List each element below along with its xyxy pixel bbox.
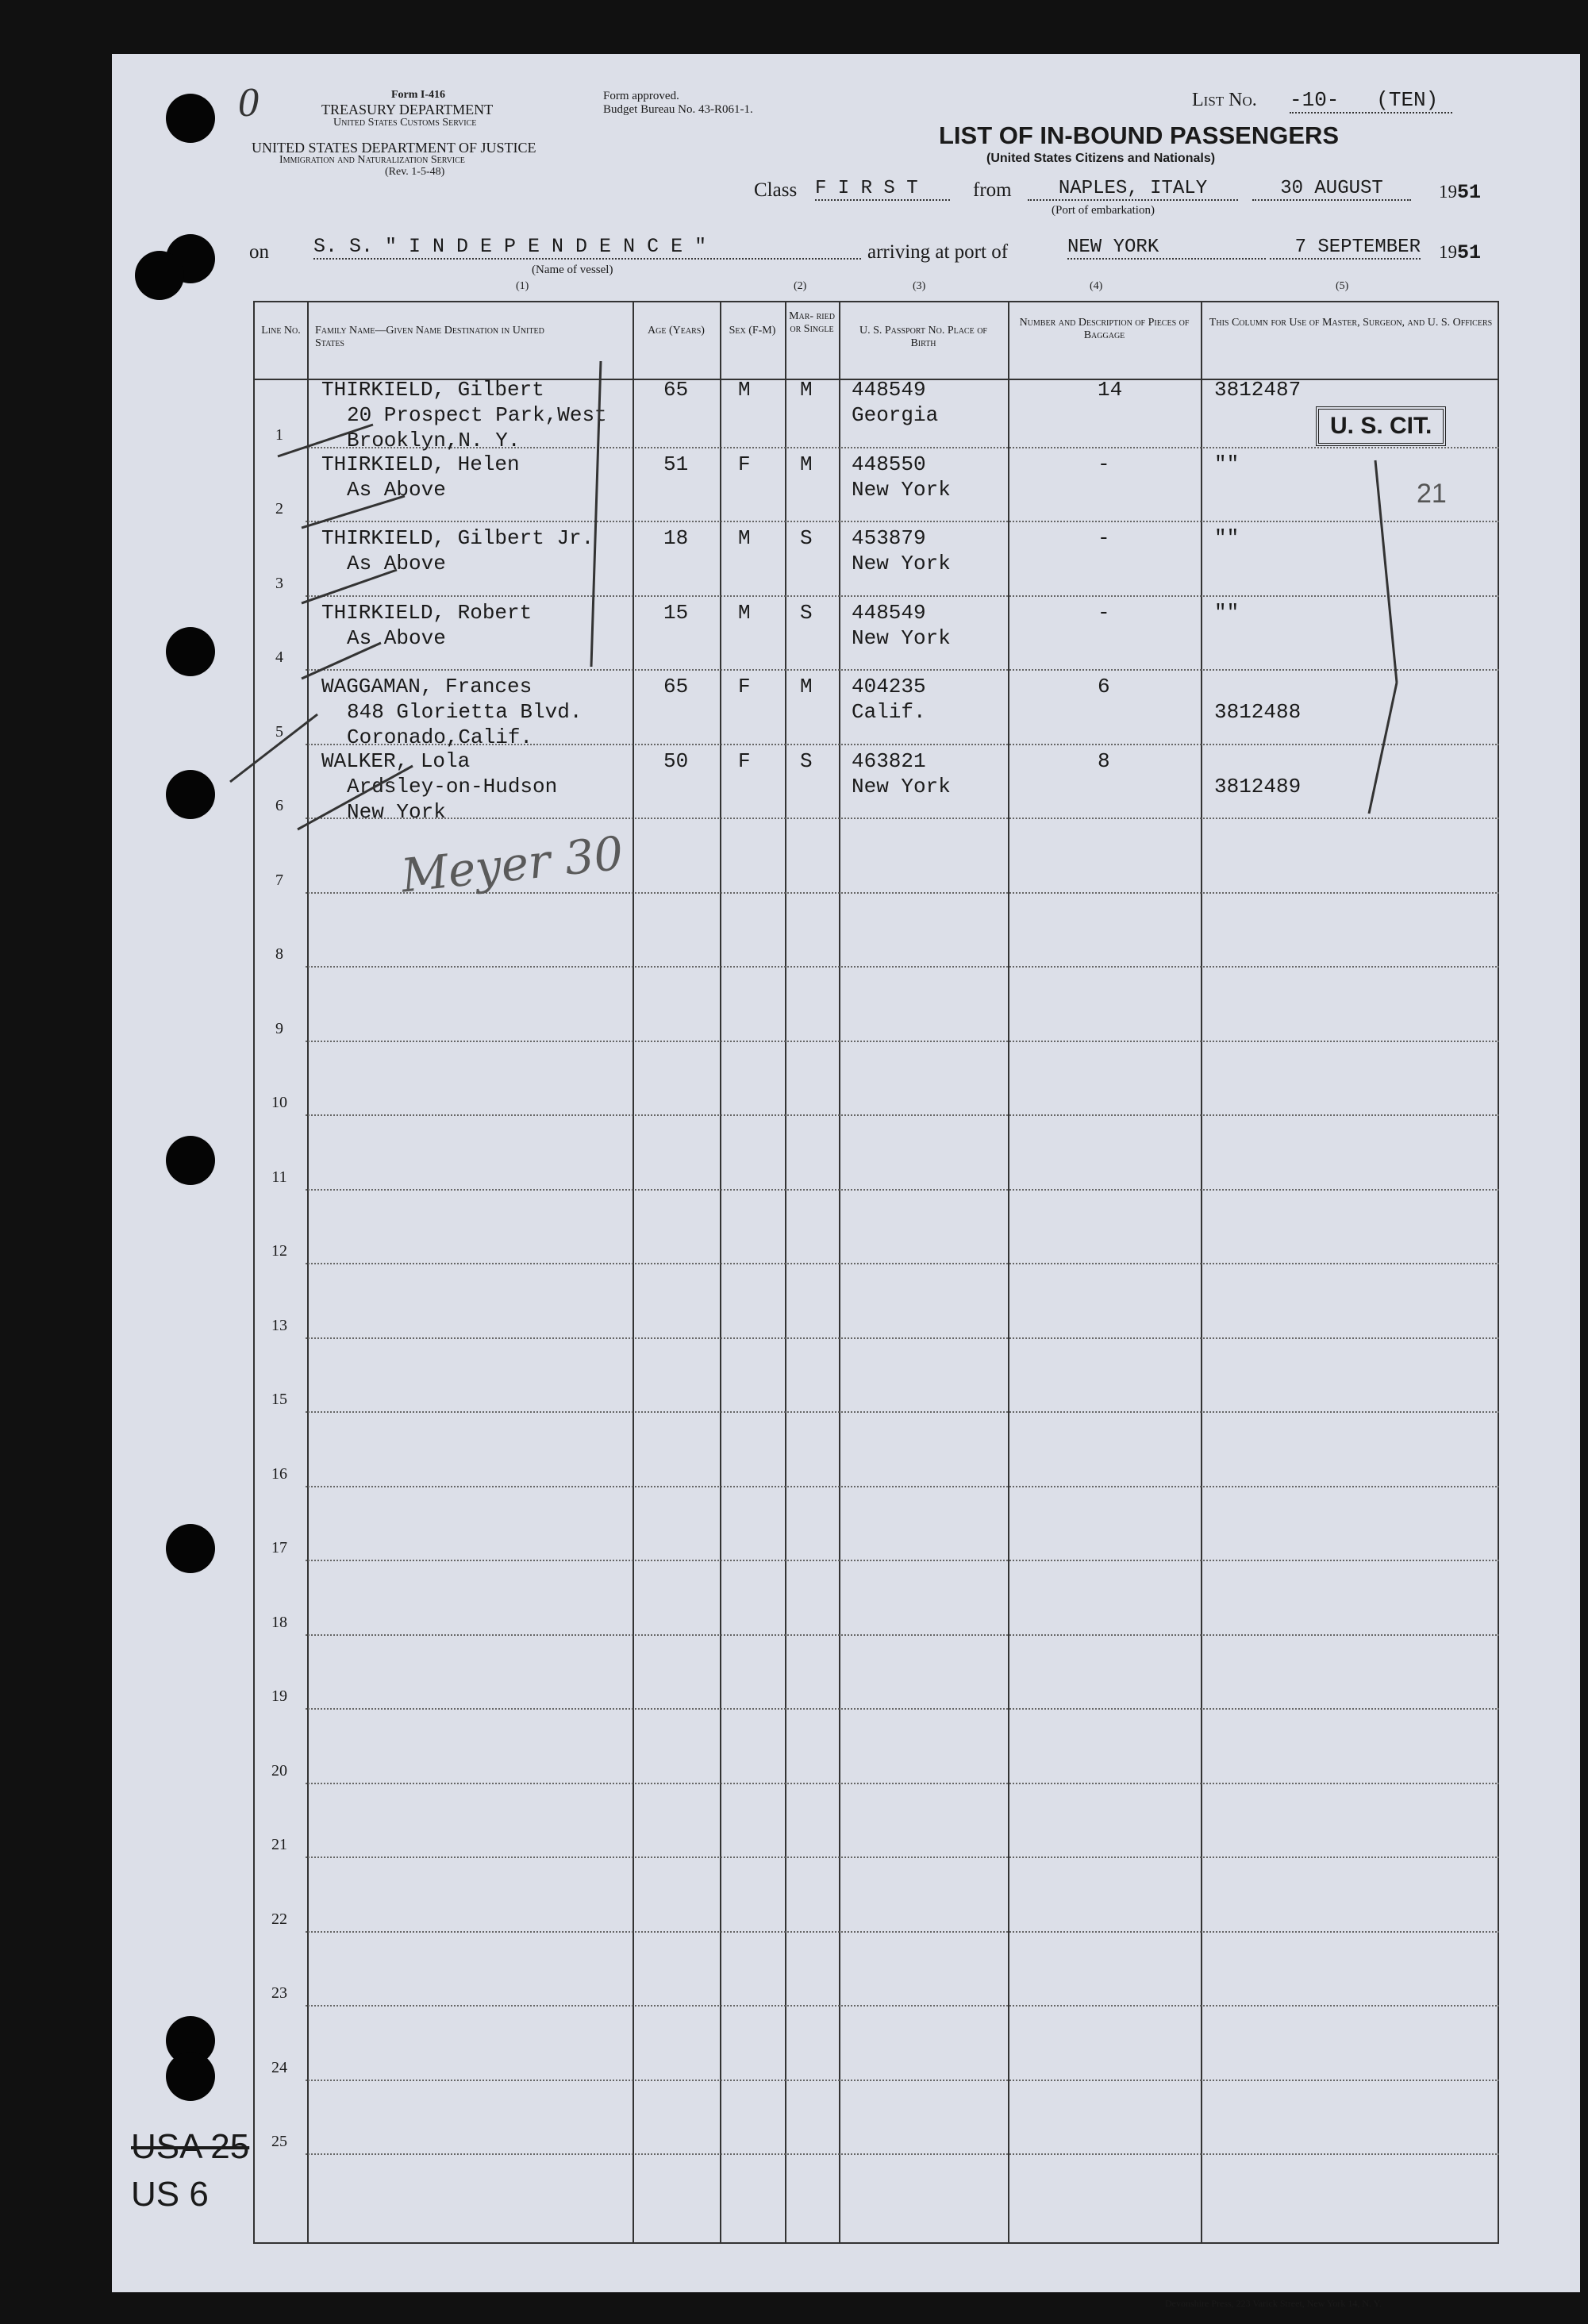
officer-number: 3812488 [1214, 700, 1302, 724]
class-label: Class [754, 179, 798, 201]
line-number: 9 [275, 1019, 283, 1037]
col-num-4: (4) [1090, 280, 1103, 292]
revision: (Rev. 1-5-48) [385, 166, 445, 178]
col-num-1: (1) [516, 280, 529, 292]
passport-number: 404235 [852, 675, 926, 698]
officer-number: "" [1214, 526, 1240, 550]
place-of-birth: New York [852, 552, 951, 575]
place-of-birth: New York [852, 774, 951, 798]
destination-line1: Ardsley-on-Hudson [347, 774, 558, 798]
on-label: on [249, 241, 269, 263]
margin-mark: 0 [238, 80, 259, 125]
line-number: 15 [271, 1391, 287, 1408]
header-officers: This Column for Use of Master, Surgeon, and U. S. Officers [1209, 317, 1493, 329]
passenger-sex: F [738, 675, 751, 698]
header-sex: Sex (F-M) [729, 325, 776, 337]
line-number: 17 [271, 1539, 287, 1556]
line-number: 11 [271, 1168, 287, 1186]
passport-number: 463821 [852, 748, 926, 773]
page-title: LIST OF IN-BOUND PASSENGERS [939, 121, 1340, 149]
passenger-age: 51 [663, 452, 689, 476]
passenger-name: THIRKIELD, Robert [321, 600, 533, 625]
form-approved: Form approved. [603, 90, 679, 102]
usa-note: US 6 [131, 2175, 209, 2214]
place-of-birth: New York [852, 625, 951, 650]
destination-line1: As Above [347, 625, 446, 650]
destination-line1: 848 Glorietta Blvd. [347, 700, 583, 724]
inspector-signature: Meyer 30 [398, 825, 626, 903]
line-number: 4 [275, 648, 283, 666]
officer-number: "" [1214, 600, 1240, 625]
place-of-birth: New York [852, 477, 951, 502]
col-num-5: (5) [1336, 280, 1349, 292]
line-number: 5 [275, 722, 283, 741]
budget-bureau: Budget Bureau No. 43-R061-1. [603, 103, 753, 116]
marital-status: S [800, 748, 813, 773]
place-of-birth: Georgia [852, 403, 939, 427]
passenger-name: WAGGAMAN, Frances [321, 675, 533, 698]
line-number: 20 [271, 1761, 287, 1780]
marital-status: M [800, 675, 813, 698]
line-number: 3 [275, 574, 283, 592]
header-baggage: Number and Description of Pieces of Baggage [1019, 317, 1190, 341]
baggage-count: 8 [1098, 748, 1110, 773]
passenger-sex: M [738, 526, 751, 550]
passenger-age: 15 [663, 600, 689, 625]
customs-service: United States Customs Service [333, 117, 477, 129]
col-num-2: (2) [794, 280, 807, 292]
printer-footer: Devonshire Press, 223 Varick Street, New York 14, N. Y. [1165, 2298, 1382, 2309]
destination-line2: Coronado,Calif. [347, 725, 533, 749]
us-citizen-stamp: U. S. CIT. [1316, 406, 1446, 446]
ins-service: Immigration and Naturalization Service [279, 154, 465, 166]
year-label: 1951 [1439, 181, 1482, 204]
place-of-birth: Calif. [852, 700, 926, 724]
line-number: 22 [271, 1910, 287, 1928]
line-number: 21 [271, 1836, 287, 1853]
page-subtitle: (United States Citizens and Nationals) [986, 152, 1216, 165]
destination-line1: 20 Prospect Park,West [347, 403, 607, 427]
line-number: 7 [275, 871, 283, 889]
passenger-sex: F [738, 452, 751, 476]
hand-number: 21 [1417, 479, 1447, 509]
line-number: 25 [271, 2133, 287, 2150]
passenger-sex: M [738, 600, 751, 625]
marital-status: S [800, 600, 813, 625]
line-number: 2 [275, 500, 283, 518]
line-number: 6 [275, 797, 283, 814]
marital-status: M [800, 378, 813, 402]
baggage-count: 6 [1098, 675, 1110, 698]
baggage-count: - [1098, 600, 1110, 625]
header-name: Family Name—Given Name Destination in United States [315, 325, 544, 349]
line-number: 10 [271, 1094, 287, 1111]
marital-status: S [800, 526, 813, 550]
destination-line1: As Above [347, 552, 446, 575]
embark-date: 30 AUGUST [1252, 178, 1411, 201]
vessel-caption: (Name of vessel) [532, 264, 613, 276]
line-number: 24 [271, 2058, 287, 2076]
arrival-port: NEW YORK [1067, 237, 1266, 260]
justice-dept: UNITED STATES DEPARTMENT OF JUSTICE [252, 140, 536, 156]
line-number: 18 [271, 1613, 287, 1631]
passport-number: 448549 [852, 600, 926, 625]
passenger-age: 65 [663, 675, 689, 698]
form-number: Form I-416 [391, 89, 446, 101]
list-number: -10- (TEN) [1290, 88, 1452, 114]
treasury-dept: TREASURY DEPARTMENT [321, 102, 494, 117]
baggage-count: - [1098, 452, 1110, 476]
line-number: 1 [275, 425, 283, 444]
arrival-date: 7 SEPTEMBER [1270, 237, 1421, 260]
passport-number: 448550 [852, 452, 926, 476]
passenger-sex: M [738, 378, 751, 402]
line-number: 13 [271, 1316, 287, 1334]
header-line-no: Line No. [261, 325, 301, 337]
arrival-year: 1951 [1439, 241, 1482, 264]
passenger-name: THIRKIELD, Helen [321, 452, 520, 476]
passenger-name: THIRKIELD, Gilbert Jr. [321, 526, 594, 550]
line-number: 12 [271, 1242, 287, 1260]
officer-number: 3812489 [1214, 774, 1302, 798]
passport-number: 448549 [852, 378, 926, 402]
destination-line1: As Above [347, 477, 446, 502]
arriving-label: arriving at port of [867, 241, 1009, 263]
header-married: Mar- ried or Single [789, 310, 835, 335]
line-number: 23 [271, 1984, 287, 2002]
port-embark-caption: (Port of embarkation) [1052, 204, 1155, 217]
baggage-count: 14 [1098, 378, 1123, 402]
port-of-embarkation: NAPLES, ITALY [1028, 178, 1238, 201]
destination-line2: New York [347, 799, 446, 824]
passenger-age: 65 [663, 378, 689, 402]
passenger-sex: F [738, 748, 751, 773]
header-passport: U. S. Passport No. Place of Birth [859, 325, 987, 349]
col-num-3: (3) [913, 280, 926, 292]
officer-number: "" [1214, 452, 1240, 476]
passenger-name: THIRKIELD, Gilbert [321, 378, 544, 402]
line-number: 8 [275, 945, 283, 963]
passenger-name: WALKER, Lola [321, 748, 471, 773]
vessel-name: S. S. " I N D E P E N D E N C E " [313, 235, 861, 260]
list-label: List No. [1192, 90, 1257, 110]
passenger-age: 18 [663, 526, 689, 550]
from-label: from [973, 179, 1012, 201]
baggage-count: - [1098, 526, 1110, 550]
officer-number: 3812487 [1214, 378, 1302, 402]
line-number: 16 [271, 1464, 287, 1483]
passenger-age: 50 [663, 748, 689, 773]
marital-status: M [800, 452, 813, 476]
destination-line2: Brooklyn,N. Y. [347, 429, 521, 452]
passport-number: 453879 [852, 526, 926, 550]
header-age: Age (Years) [648, 325, 705, 337]
class-value: F I R S T [815, 178, 950, 201]
line-number: 19 [271, 1687, 287, 1705]
usa-crossed-note: USA 25 [131, 2127, 250, 2166]
